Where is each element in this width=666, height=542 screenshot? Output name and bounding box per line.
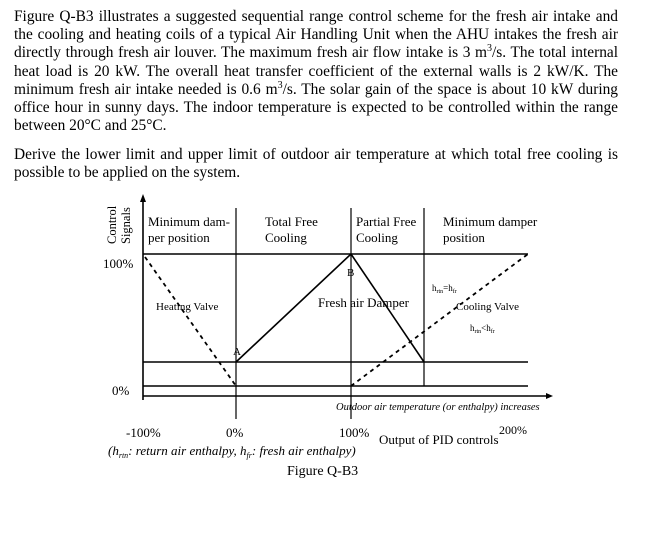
zone-min-damper-2: per position (148, 230, 210, 245)
pid-output-label: Output of PID controls (379, 432, 499, 447)
cooling-valve-line (351, 254, 528, 386)
point-b-label: B (347, 267, 355, 279)
heating-valve-label: Heating Valve (156, 301, 219, 313)
x-tick-200: 200% (499, 423, 527, 437)
y-tick-100: 100% (103, 256, 134, 271)
zone-partial-free-1: Partial Free (356, 214, 417, 229)
figure-caption: Figure Q-B3 (287, 464, 359, 479)
y-label-control: Control (105, 205, 119, 244)
question-paragraph: Derive the lower limit and upper limit of outdoor air temperature at which total free cooling is possible to be applied on the system. (14, 146, 618, 182)
zone-min-damper-right-1: Minimum damper (443, 214, 538, 229)
paragraph-text-part: /s. The solar gain of the space is about 10 kW during office hour in sunny days. The indoor temperature is expected to be controlled within the range between 20°C and 25°C. (14, 80, 619, 135)
superscript: 3 (487, 43, 493, 55)
point-a-label: A (233, 346, 241, 358)
y-axis-arrowhead (140, 194, 146, 202)
zone-total-free-2: Cooling (265, 230, 307, 245)
condition-less-than: $h_{rtn}<h_{fr}$ (470, 323, 495, 335)
enthalpy-legend: ($h_{rtn}$: return air enthalpy, $h_{fr}$: fresh air enthalpy) (108, 443, 356, 460)
x-axis-arrowhead (546, 393, 553, 399)
zone-min-damper-1: Minimum dam- (148, 214, 230, 229)
heating-valve-line (145, 257, 236, 386)
paragraph-text-part: /s. The total internal heat load is 20 kW. The overall heat transfer coefficient of the external walls is 2 kW/K. The minimum fresh air intake needed is 0.6 m (14, 44, 619, 98)
y-tick-0: 0% (112, 383, 130, 398)
fresh-air-damper-label: Fresh air Damper (318, 295, 409, 310)
x-tick-0: 0% (226, 425, 244, 440)
condition-equal: $h_{rtn}=h_{fr}$ (432, 283, 457, 295)
x-tick-100: 100% (339, 425, 370, 440)
outdoor-axis-label: Outdoor air temperature (or enthalpy) increases (336, 402, 540, 413)
zone-total-free-1: Total Free (265, 214, 318, 229)
paragraph-text-part: Figure Q-B3 illustrates a suggested sequential range control scheme for the fresh air intake and the cooling and heating coils of a typical Air Handling Unit when the AHU intakes the fresh air directly through fresh air louver. The maximum fresh air flow intake is 3 m (14, 8, 618, 62)
zone-min-damper-right-2: position (443, 230, 485, 245)
superscript: 3 (277, 79, 283, 91)
y-label-signals: Signals (119, 207, 133, 244)
zone-partial-free-2: Cooling (356, 230, 398, 245)
cooling-valve-label: Cooling Valve (456, 301, 520, 313)
x-tick-minus-100: -100% (126, 425, 161, 440)
